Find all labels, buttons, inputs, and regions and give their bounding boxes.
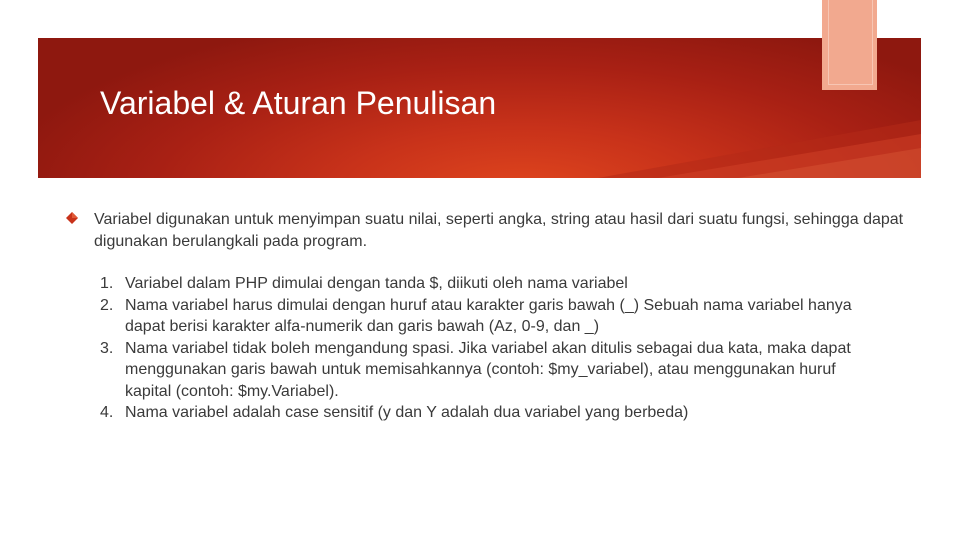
list-item — [100, 338, 870, 403]
list-item-text: Nama variabel tidak boleh mengandung spasi. Jika variabel akan ditulis sebagai dua kata, maka dapat menggunakan garis bawah untuk memisahkannya (contoh: $my_variabel), atau menggunakan huruf kapital (contoh: $my.Variabel). — [125, 339, 851, 400]
list-item — [100, 273, 870, 295]
list-number: 3. — [100, 339, 114, 357]
bullet-text: Variabel digunakan untuk menyimpan suatu nilai, seperti angka, string atau hasil dari suatu fungsi, sehingga dapat digunakan berulangkali pada program. — [94, 211, 904, 250]
list-item — [100, 402, 870, 424]
list-item-text: Nama variabel harus dimulai dengan huruf atau karakter garis bawah (_) Sebuah nama variabel hanya dapat berisi karakter alfa-numerik dan garis bawah (Az, 0-9, dan _) — [125, 296, 852, 335]
slide-title: Variabel & Aturan Penulisan — [100, 85, 497, 121]
corner-accent-outline — [828, 0, 873, 85]
list-item-text: Nama variabel adalah case sensitif (y dan Y adalah dua variabel yang berbeda) — [125, 404, 689, 421]
list-number: 4. — [100, 404, 114, 421]
diamond-bullet-icon — [66, 212, 78, 224]
list-number: 2. — [100, 296, 114, 314]
numbered-list — [100, 273, 870, 424]
list-item-text: Variabel dalam PHP dimulai dengan tanda $, diikuti oleh nama variabel — [125, 275, 628, 292]
list-item — [100, 295, 870, 338]
list-number: 1. — [100, 275, 114, 292]
